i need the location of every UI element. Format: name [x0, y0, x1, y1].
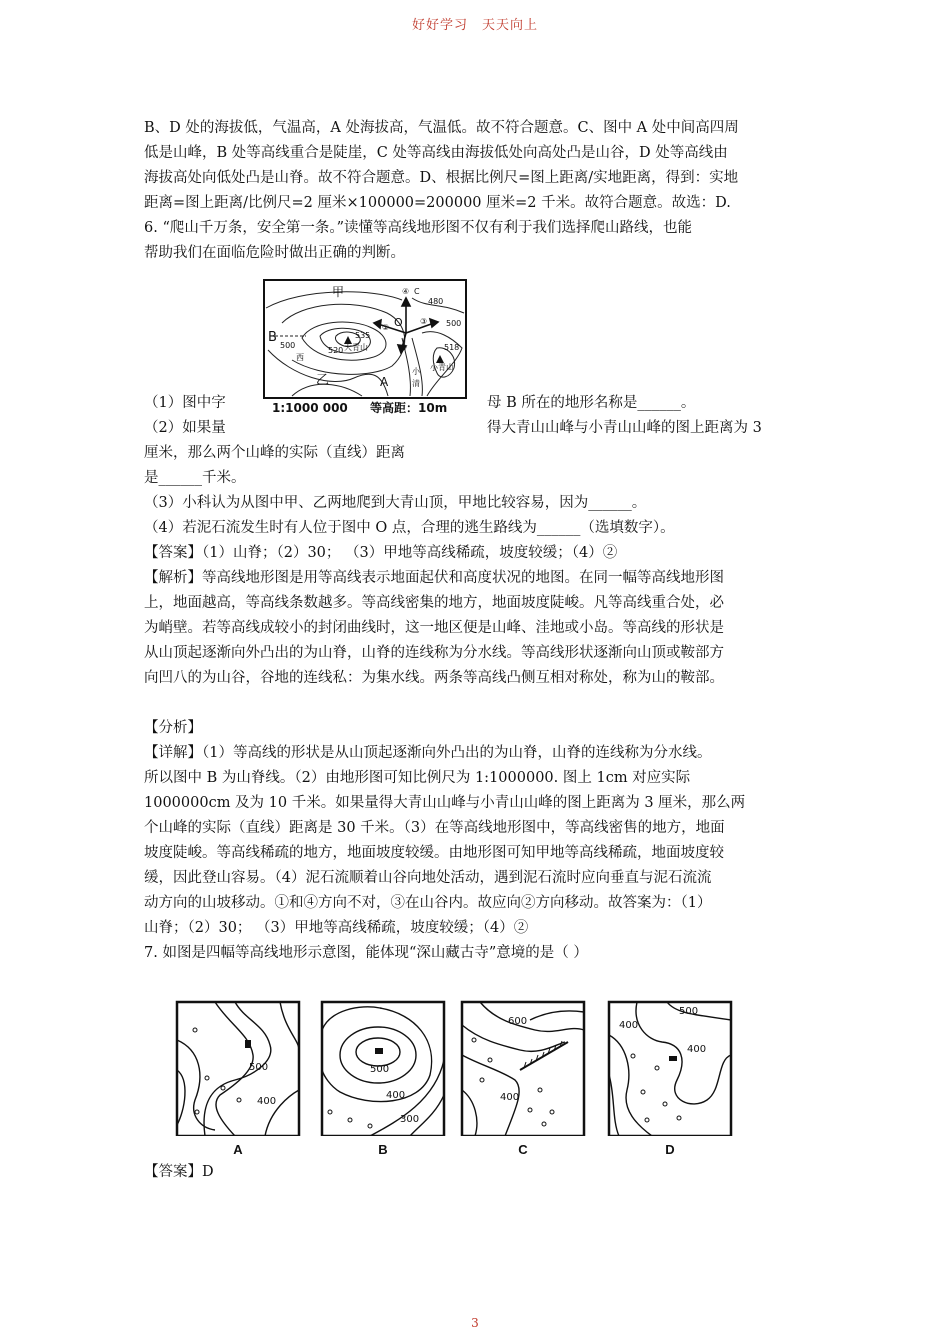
map-label-a: A	[380, 375, 389, 389]
map-h535: 535	[355, 331, 371, 340]
map-xiaoqingshan: 小青山	[430, 363, 454, 372]
contour-map-figure	[262, 278, 498, 416]
q6-analysis-line: 从山顶起逐渐向外凸出的为山脊，山脊的连线称为分水线。等高线形状逐渐向山顶或鞍部方	[144, 645, 724, 661]
q6-answer: 【答案】（1）山脊；（2）30； （3）甲地等高线稀疏，坡度较缓；（4）②	[144, 545, 618, 561]
q6-detail-line: 缓，因此登山容易。（4）泥石流顺着山谷向地处活动，遇到泥石流时应向垂直与泥石流流	[144, 870, 712, 886]
map-interval: 等高距：10m	[370, 401, 448, 415]
q6-part2-line2: 厘米，那么两个山峰的实际（直线）距离	[144, 445, 405, 461]
q7-b-label: 400	[386, 1090, 406, 1101]
q6-detail-line: 所以图中 B 为山脊线。（2）由地形图可知比例尺为 1:1000000. 图上 1cm 对应实际	[144, 770, 691, 786]
q7-d-label: 400	[687, 1044, 707, 1055]
q6-part1-left: （1）图中字	[144, 395, 226, 411]
q6-fenxi: 【分析】	[144, 720, 202, 736]
map-circle-3: ③	[420, 317, 428, 326]
q7-answer: 【答案】D	[144, 1164, 214, 1180]
q7-a-label: 400	[257, 1096, 277, 1107]
map-scale: 1:1000 000	[272, 401, 348, 415]
q6-part2-left: （2）如果量	[144, 420, 226, 436]
q7-a-letter: A	[233, 1142, 243, 1157]
map-label-o: O	[394, 316, 403, 329]
q6-analysis-line: 向凹八的为山谷，谷地的连线私：为集水线。两条等高线凸侧互相对称处，称为山的鞍部。	[144, 670, 724, 686]
map-qing: 清	[412, 379, 420, 388]
q6-analysis-line: 【解析】等高线地形图是用等高线表示地面起伏和高度状况的地图。在同一幅等高线地形图	[144, 570, 724, 586]
q6-part2-line3: 是______千米。	[144, 470, 246, 486]
map-circle-1: ①	[400, 343, 408, 352]
question-7-text: 7. 如图是四幅等高线地形示意图，能体现“深山藏古寺”意境的是（ ）	[144, 945, 588, 961]
text-line: 低是山峰，B 处等高线重合是陡崖，C 处等高线由海拔低处向高处凸是山谷，D 处等高线由	[144, 145, 728, 161]
q7-panel-d	[607, 1000, 733, 1136]
q7-d-letter: D	[665, 1142, 675, 1157]
header-left: 好好学习	[411, 18, 468, 33]
q6-part1-right: 母 B 所在的地形名称是______。	[487, 395, 696, 411]
q6-analysis-line: 为峭壁。若等高线成较小的封闭曲线时，这一地区便是山峰、洼地或小岛。等高线的形状是	[144, 620, 724, 636]
map-h500b: 500	[446, 319, 462, 328]
q6-detail-line: 1000000cm 及为 10 千米。如果量得大青山山峰与小青山山峰的图上距离为 3 厘米，那么两	[144, 795, 746, 811]
text-line: 距离=图上距离/比例尺=2 厘米×100000=200000 厘米=2 千米。故符合题意。故选：D.	[144, 195, 731, 211]
q7-d-label: 500	[679, 1006, 699, 1017]
q6-part4: （4）若泥石流发生时有人位于图中 O 点，合理的逃生路线为______（选填数字）。	[144, 520, 675, 536]
page-number: 3	[471, 1316, 479, 1330]
q6-analysis-line: 上，地面越高，等高线条数越多。等高线密集的地方，地面坡度陡峻。凡等高线重合处，必	[144, 595, 724, 611]
q7-c-label: 600	[508, 1016, 528, 1027]
q6-detail-line: 动方向的山坡移动。①和④方向不对，③在山谷内。故应向②方向移动。故答案为：（1）	[144, 895, 712, 911]
map-daqingshan: 大青山	[344, 343, 368, 352]
q7-b-label: 300	[400, 1114, 420, 1125]
q6-detail-line: 【详解】（1）等高线的形状是从山顶起逐渐向外凸出的为山脊，山脊的连线称为分水线。	[144, 745, 712, 761]
q6-detail-line: 坡度陡峻。等高线稀疏的地方，地面坡度较缓。由地形图可知甲地等高线稀疏，地面坡度较	[144, 845, 724, 861]
q7-panel-a	[175, 1000, 301, 1136]
header-right: 天天向上	[482, 18, 539, 33]
map-label-b: B	[268, 330, 277, 345]
page-header	[0, 14, 950, 33]
q6-part2-right: 得大青山山峰与小青山山峰的图上距离为 3	[487, 420, 762, 436]
map-h518: 518	[444, 343, 460, 352]
map-h500: 500	[280, 341, 296, 350]
q7-c-letter: C	[518, 1142, 528, 1157]
q7-panel-c	[460, 1000, 586, 1136]
map-circle-4: ④	[402, 287, 410, 296]
q7-panel-b	[320, 1000, 446, 1136]
text-line: 海拔高处向低处凸是山脊。故不符合题意。D、根据比例尺=图上距离/实地距离，得到：实地	[144, 170, 739, 186]
q7-d-label: 400	[619, 1020, 639, 1031]
q6-detail-line: 山脊；（2）30； （3）甲地等高线稀疏，坡度较缓；（4）②	[144, 920, 529, 936]
q7-a-label: 500	[249, 1062, 269, 1073]
map-label-yi: 乙	[316, 373, 330, 388]
map-h480: 480	[428, 297, 444, 306]
q7-b-label: 500	[370, 1064, 390, 1075]
q7-c-label: 400	[500, 1092, 520, 1103]
map-label-jia: 甲	[332, 285, 345, 299]
map-circle-2: ②	[382, 323, 390, 332]
q6-detail-line: 个山峰的实际（直线）距离是 30 千米。（3）在等高线地形图中，等高线密售的地方，地面	[144, 820, 725, 836]
question-6-text: 6. “爬山千万条，安全第一条。”读懂等高线地形图不仅有利于我们选择爬山路线，也能	[144, 220, 693, 236]
text-line: B、D 处的海拔低，气温高，A 处海拔高，气温低。故不符合题意。C、图中 A 处中间高四周	[144, 120, 739, 136]
map-xiao: 小	[412, 367, 420, 376]
q7-b-letter: B	[378, 1142, 388, 1157]
map-label-c: C	[414, 287, 420, 296]
text-line: 帮助我们在面临危险时做出正确的判断。	[144, 245, 405, 261]
q6-part3: （3）小科认为从图中甲、乙两地爬到大青山顶，甲地比较容易，因为______。	[144, 495, 647, 511]
map-h520: 520	[328, 346, 344, 355]
map-xi: 西	[296, 353, 304, 362]
